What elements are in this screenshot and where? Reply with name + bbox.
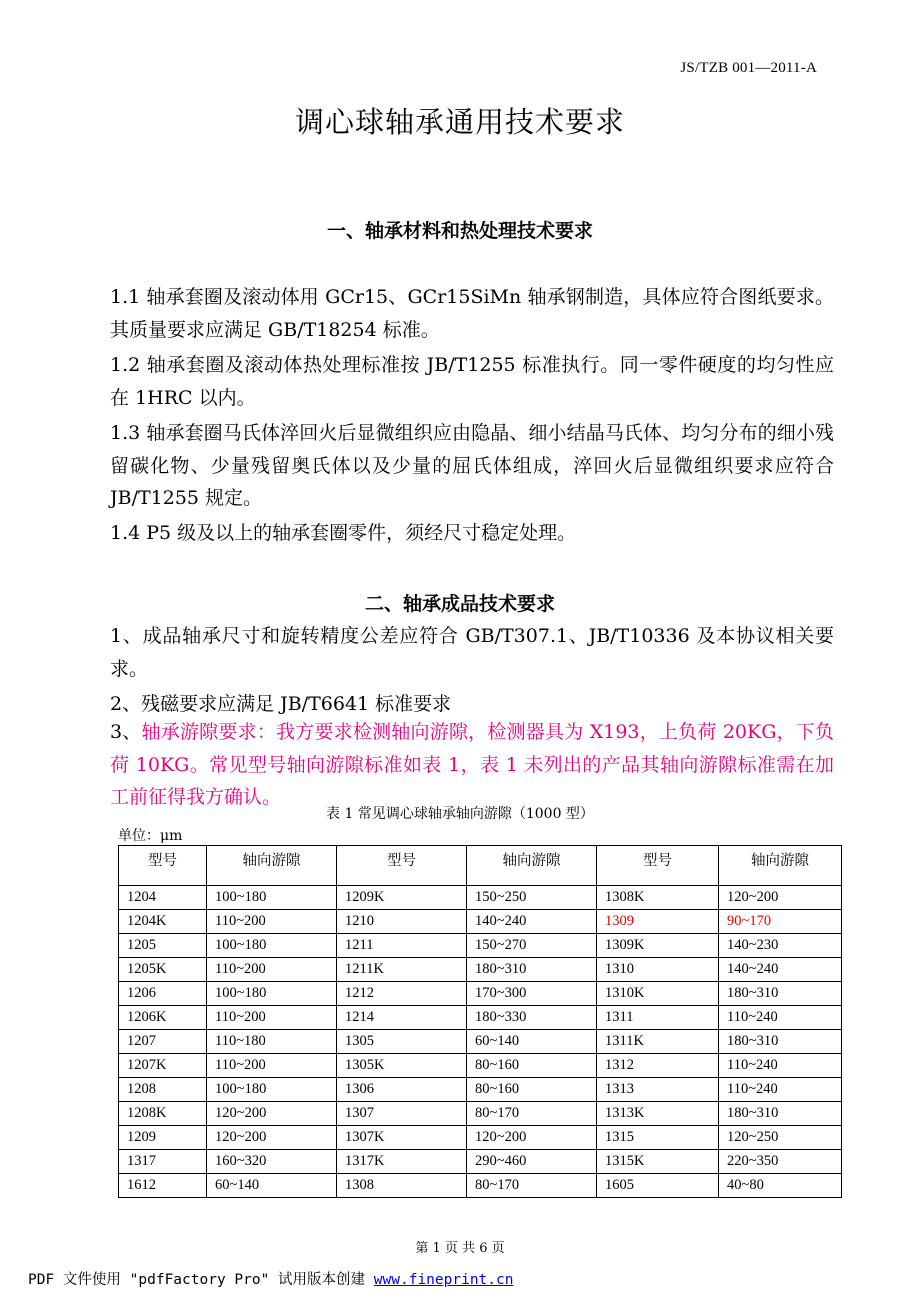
- paragraph-2-1: 1、成品轴承尺寸和旋转精度公差应符合 GB/T307.1、JB/T10336 及本协议相关要求。: [110, 625, 834, 680]
- table-cell: 140~240: [467, 910, 597, 934]
- table-cell: 1307K: [337, 1126, 467, 1150]
- table-cell: 1204K: [119, 910, 207, 934]
- paragraph-2-2: 2、残磁要求应满足 JB/T6641 标准要求: [110, 693, 452, 715]
- table-cell: 170~300: [467, 982, 597, 1006]
- table-cell: 100~180: [207, 982, 337, 1006]
- table-cell: 1305K: [337, 1054, 467, 1078]
- table-row: [119, 1126, 842, 1150]
- table-cell: 80~160: [467, 1054, 597, 1078]
- table-cell: 110~180: [207, 1030, 337, 1054]
- paragraph-1-4: 1.4 P5 级及以上的轴承套圈零件，须经尺寸稳定处理。: [110, 522, 577, 544]
- page-number: 第 1 页 共 6 页: [415, 1241, 505, 1256]
- table-cell: 140~240: [719, 958, 842, 982]
- paragraph-1-3: 1.3 轴承套圈马氏体淬回火后显微组织应由隐晶、细小结晶马氏体、均匀分布的细小残留碳化物、少量残留奥氏体以及少量的屈氏体组成，淬回火后显微组织要求应符合 JB/T1255 规定。: [110, 422, 834, 509]
- table-cell: 180~310: [467, 958, 597, 982]
- table-cell: 1308K: [597, 886, 719, 910]
- table-cell: 1311K: [597, 1030, 719, 1054]
- highlighted-cell: 1309: [597, 910, 719, 934]
- header-clearance: 轴向游隙: [467, 846, 597, 886]
- header-model: 型号: [597, 846, 719, 886]
- table-cell: 100~180: [207, 886, 337, 910]
- header-model: 型号: [337, 846, 467, 886]
- table-cell: 120~200: [207, 1102, 337, 1126]
- table-row: [119, 982, 842, 1006]
- table-cell: 110~200: [207, 958, 337, 982]
- table-cell: 160~320: [207, 1150, 337, 1174]
- highlighted-cell: 90~170: [719, 910, 842, 934]
- table-cell: 1311: [597, 1006, 719, 1030]
- table-caption: 表 1 常见调心球轴承轴向游隙（1000 型）: [326, 806, 594, 822]
- table-cell: 1315K: [597, 1150, 719, 1174]
- table-row: [119, 1006, 842, 1030]
- table-cell: 150~250: [467, 886, 597, 910]
- table-cell: 80~160: [467, 1078, 597, 1102]
- table-cell: 1317: [119, 1150, 207, 1174]
- item-3-number: 3、: [110, 721, 142, 743]
- table-row: [119, 1174, 842, 1198]
- table-cell: 180~310: [719, 1102, 842, 1126]
- table-cell: 80~170: [467, 1174, 597, 1198]
- table-cell: 1313K: [597, 1102, 719, 1126]
- table-cell: 1310K: [597, 982, 719, 1006]
- table-cell: 1209: [119, 1126, 207, 1150]
- header-clearance: 轴向游隙: [207, 846, 337, 886]
- paragraph-2-3: [110, 716, 834, 814]
- table-cell: 220~350: [719, 1150, 842, 1174]
- table-cell: 40~80: [719, 1174, 842, 1198]
- table-cell: 1315: [597, 1126, 719, 1150]
- header-model: 型号: [119, 846, 207, 886]
- table-cell: 1206: [119, 982, 207, 1006]
- table-row: [119, 1078, 842, 1102]
- document-code: JS/TZB 001—2011-A: [680, 60, 817, 76]
- table-row: [119, 886, 842, 910]
- table-cell: 1305: [337, 1030, 467, 1054]
- table-cell: 110~240: [719, 1054, 842, 1078]
- table-cell: 110~200: [207, 910, 337, 934]
- table-cell: 60~140: [207, 1174, 337, 1198]
- table-cell: 140~230: [719, 934, 842, 958]
- table-cell: 180~330: [467, 1006, 597, 1030]
- table-cell: 1307: [337, 1102, 467, 1126]
- table-cell: 1206K: [119, 1006, 207, 1030]
- table-cell: 100~180: [207, 934, 337, 958]
- table-cell: 100~180: [207, 1078, 337, 1102]
- table-cell: 120~200: [467, 1126, 597, 1150]
- table-cell: 1204: [119, 886, 207, 910]
- paragraph-1-2: 1.2 轴承套圈及滚动体热处理标准按 JB/T1255 标准执行。同一零件硬度的均匀性应在 1HRC 以内。: [110, 354, 834, 409]
- pdf-creator-note: [28, 1268, 513, 1289]
- table-cell: 1211K: [337, 958, 467, 982]
- table-header-row: [119, 846, 842, 886]
- table-cell: 120~200: [207, 1126, 337, 1150]
- table-cell: 120~250: [719, 1126, 842, 1150]
- table-cell: 180~310: [719, 982, 842, 1006]
- table-cell: 1214: [337, 1006, 467, 1030]
- clearance-requirement-text: 轴承游隙要求：我方要求检测轴向游隙，检测器具为 X193，上负荷 20KG，下负荷 10KG。常见型号轴向游隙标准如表 1，表 1 未列出的产品其轴向游隙标准需在加工前征得我方确认。: [110, 721, 835, 808]
- table-cell: 1310: [597, 958, 719, 982]
- table-row: [119, 934, 842, 958]
- table-cell: 1309K: [597, 934, 719, 958]
- table-cell: 1605: [597, 1174, 719, 1198]
- table-cell: 290~460: [467, 1150, 597, 1174]
- unit-label: 单位：μm: [118, 828, 183, 844]
- table-cell: 1306: [337, 1078, 467, 1102]
- document-title: 调心球轴承通用技术要求: [294, 105, 625, 139]
- section-2-title: 二、轴承成品技术要求: [364, 593, 555, 615]
- table-cell: 110~200: [207, 1006, 337, 1030]
- table-row: [119, 1054, 842, 1078]
- table-cell: 120~200: [719, 886, 842, 910]
- table-cell: 1205K: [119, 958, 207, 982]
- table-cell: 60~140: [467, 1030, 597, 1054]
- table-cell: 110~200: [207, 1054, 337, 1078]
- section-1-title: 一、轴承材料和热处理技术要求: [326, 220, 593, 242]
- table-cell: 150~270: [467, 934, 597, 958]
- table-cell: 180~310: [719, 1030, 842, 1054]
- fineprint-link[interactable]: www.fineprint.cn: [373, 1272, 514, 1288]
- table-cell: 1211: [337, 934, 467, 958]
- table-row: [119, 1030, 842, 1054]
- table-cell: 1317K: [337, 1150, 467, 1174]
- table-cell: 80~170: [467, 1102, 597, 1126]
- table-cell: 110~240: [719, 1078, 842, 1102]
- table-cell: 1312: [597, 1054, 719, 1078]
- table-cell: 1210: [337, 910, 467, 934]
- table-cell: 1208: [119, 1078, 207, 1102]
- pdf-note-text: PDF 文件使用 "pdfFactory Pro" 试用版本创建: [28, 1272, 374, 1288]
- table-cell: 1207: [119, 1030, 207, 1054]
- table-cell: 1205: [119, 934, 207, 958]
- axial-clearance-table: [118, 845, 842, 1198]
- table-row: [119, 1150, 842, 1174]
- table-cell: 1212: [337, 982, 467, 1006]
- table-cell: 110~240: [719, 1006, 842, 1030]
- table-cell: 1313: [597, 1078, 719, 1102]
- table-cell: 1208K: [119, 1102, 207, 1126]
- table-row: [119, 958, 842, 982]
- table-cell: 1209K: [337, 886, 467, 910]
- table-row: [119, 910, 842, 934]
- table-cell: 1612: [119, 1174, 207, 1198]
- header-clearance: 轴向游隙: [719, 846, 842, 886]
- table-cell: 1207K: [119, 1054, 207, 1078]
- paragraph-1-1: 1.1 轴承套圈及滚动体用 GCr15、GCr15SiMn 轴承钢制造，具体应符合图纸要求。其质量要求应满足 GB/T18254 标准。: [110, 286, 834, 341]
- table-cell: 1308: [337, 1174, 467, 1198]
- table-row: [119, 1102, 842, 1126]
